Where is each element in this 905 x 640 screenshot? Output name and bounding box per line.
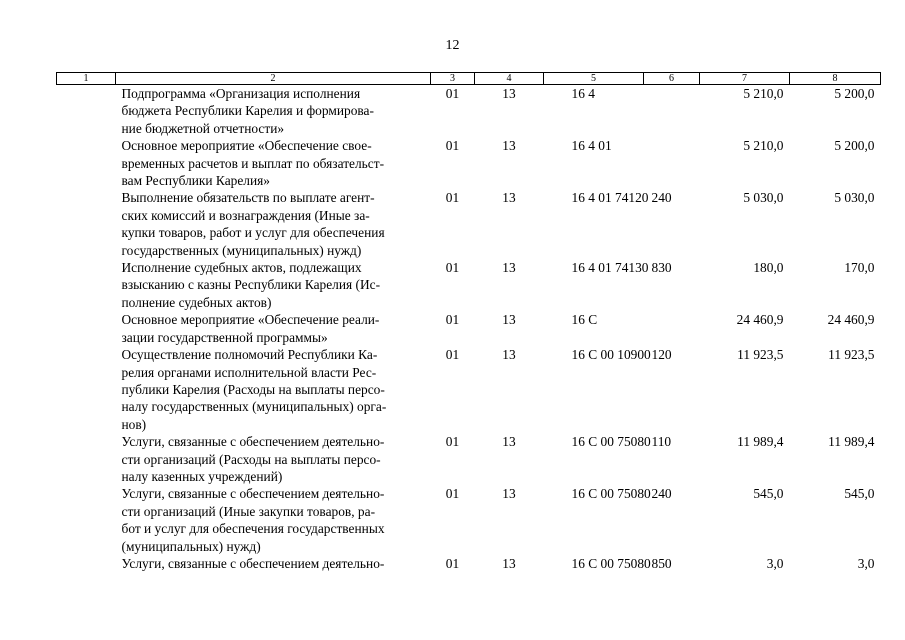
row-number-cell	[57, 555, 116, 572]
item-name-line: Основное мероприятие «Обеспечение реали-	[121, 312, 380, 328]
expense-type-cell: 240	[651, 190, 672, 206]
table-header	[57, 73, 881, 85]
expense-type-cell	[644, 85, 700, 138]
item-name-cell	[116, 485, 431, 555]
target-code-cell: 16 С	[571, 312, 598, 328]
amount-1-cell: 24 460,9	[736, 312, 784, 328]
expense-type-cell: 110	[651, 434, 672, 450]
item-name-line: взысканию с казны Республики Карелия (Ис-	[121, 277, 381, 293]
section-cell: 01	[445, 486, 460, 502]
amount-2-cell: 3,0	[857, 555, 875, 571]
item-name-line: ских комиссий и вознаграждения (Иные за-	[121, 207, 370, 223]
header-row	[57, 73, 881, 85]
item-name-cell	[116, 259, 431, 311]
item-name-line: Основное мероприятие «Обеспечение свое-	[121, 138, 372, 154]
budget-table	[56, 72, 881, 572]
item-name-line: купки товаров, работ и услуг для обеспечения	[121, 225, 385, 241]
target-code-cell: 16 С 00 75080	[571, 434, 651, 450]
subsection-cell: 13	[502, 434, 516, 450]
amount-2-cell: 170,0	[844, 260, 875, 276]
item-name-line: налу казенных учреждений)	[121, 468, 283, 484]
amount-1-cell: 5 210,0	[743, 138, 784, 154]
expense-type-cell: 120	[651, 347, 672, 363]
item-name-line: Услуги, связанные с обеспечением деятельно-	[121, 555, 385, 571]
table-row	[57, 259, 881, 311]
amount-2-cell: 545,0	[844, 486, 875, 502]
amount-2-cell: 5 200,0	[834, 86, 875, 101]
amount-1-cell: 11 923,5	[737, 347, 784, 363]
section-cell: 01	[445, 312, 460, 328]
amount-2-cell: 5 030,0	[834, 190, 875, 206]
table-row	[57, 433, 881, 485]
section-cell: 01	[445, 190, 460, 206]
item-name-line: зации государственной программы»	[121, 329, 328, 345]
item-name-line: полнение судебных актов)	[121, 294, 272, 310]
item-name-cell	[116, 555, 431, 572]
item-name-line: временных расчетов и выплат по обязательст-	[121, 155, 385, 171]
item-name-line: ние бюджетной отчетности»	[121, 120, 285, 136]
header-col-6: 6	[644, 73, 700, 85]
amount-1-cell: 5 030,0	[743, 190, 784, 206]
subsection-cell: 13	[502, 486, 516, 502]
table-body	[57, 85, 881, 573]
item-name-line: (муниципальных) нужд)	[121, 538, 261, 554]
item-name-cell	[116, 433, 431, 485]
amount-2-cell: 24 460,9	[827, 312, 875, 328]
target-code-cell: 16 4 01	[571, 138, 612, 154]
row-number-cell	[57, 346, 116, 433]
expense-type-cell	[644, 137, 700, 189]
table-row	[57, 555, 881, 572]
header-col-2: 2	[116, 73, 431, 85]
subsection-cell: 13	[502, 555, 516, 571]
item-name-line: Осуществление полномочий Республики Ка-	[121, 347, 378, 363]
table-row	[57, 485, 881, 555]
item-name-cell	[116, 311, 431, 346]
amount-1-cell: 11 989,4	[737, 434, 784, 450]
target-code-cell: 16 4 01 74120	[571, 190, 649, 206]
section-cell: 01	[445, 86, 460, 101]
header-col-8: 8	[790, 73, 881, 85]
section-cell: 01	[445, 347, 460, 363]
expense-type-cell: 850	[651, 555, 672, 571]
item-name-line: Услуги, связанные с обеспечением деятельно-	[121, 486, 385, 502]
expense-type-cell	[644, 311, 700, 346]
header-col-3: 3	[431, 73, 475, 85]
row-number-cell	[57, 259, 116, 311]
row-number-cell	[57, 85, 116, 138]
item-name-line: релия органами исполнительной власти Рес-	[121, 364, 377, 380]
header-col-7: 7	[700, 73, 790, 85]
expense-type-cell: 830	[651, 260, 672, 276]
item-name-line: публики Карелия (Расходы на выплаты персо-	[121, 381, 385, 397]
subsection-cell: 13	[502, 260, 516, 276]
item-name-cell	[116, 85, 431, 138]
item-name-line: сти организаций (Расходы на выплаты персо-	[121, 451, 381, 467]
amount-1-cell: 3,0	[766, 555, 784, 571]
table-row	[57, 137, 881, 189]
header-col-1: 1	[57, 73, 116, 85]
amount-2-cell: 11 989,4	[828, 434, 875, 450]
table-row	[57, 311, 881, 346]
item-name-line: Услуги, связанные с обеспечением деятельно-	[121, 434, 385, 450]
amount-1-cell: 5 210,0	[743, 86, 784, 101]
target-code-cell: 16 С 00 75080	[571, 555, 651, 571]
section-cell: 01	[445, 555, 460, 571]
section-cell: 01	[445, 138, 460, 154]
section-cell: 01	[445, 260, 460, 276]
header-col-5: 5	[544, 73, 644, 85]
item-name-line: нов)	[121, 416, 147, 432]
item-name-line: сти организаций (Иные закупки товаров, ра-	[121, 503, 376, 519]
row-number-cell	[57, 189, 116, 259]
subsection-cell: 13	[502, 347, 516, 363]
item-name-line: Исполнение судебных актов, подлежащих	[121, 260, 362, 276]
item-name-line: государственных (муниципальных) нужд)	[121, 242, 362, 258]
amount-1-cell: 545,0	[753, 486, 784, 502]
row-number-cell	[57, 433, 116, 485]
item-name-line: Выполнение обязательств по выплате агент-	[121, 190, 375, 206]
item-name-line: налу государственных (муниципальных) орга-	[121, 399, 387, 415]
table-row	[57, 189, 881, 259]
subsection-cell: 13	[502, 190, 516, 206]
amount-1-cell: 180,0	[753, 260, 784, 276]
expense-type-cell: 240	[651, 486, 672, 502]
row-number-cell	[57, 137, 116, 189]
amount-2-cell: 11 923,5	[828, 347, 875, 363]
subsection-cell: 13	[502, 312, 516, 328]
target-code-cell: 16 4 01 74130	[571, 260, 649, 276]
page-number: 12	[445, 38, 460, 53]
target-code-cell: 16 4	[571, 86, 595, 101]
row-number-cell	[57, 485, 116, 555]
row-number-cell	[57, 311, 116, 346]
item-name-line: вам Республики Карелия»	[121, 173, 270, 189]
amount-2-cell: 5 200,0	[834, 138, 875, 154]
item-name-cell	[116, 346, 431, 433]
item-name-cell	[116, 189, 431, 259]
section-cell: 01	[445, 434, 460, 450]
table-row	[57, 85, 881, 138]
target-code-cell: 16 С 00 10900	[571, 347, 651, 363]
item-name-line: бот и услуг для обеспечения государственных	[121, 521, 385, 537]
subsection-cell: 13	[502, 138, 516, 154]
item-name-line: бюджета Республики Карелия и формирова-	[121, 103, 374, 119]
item-name-line: Подпрограмма «Организация исполнения	[121, 86, 361, 101]
table-row	[57, 346, 881, 433]
item-name-cell	[116, 137, 431, 189]
target-code-cell: 16 С 00 75080	[571, 486, 651, 502]
subsection-cell: 13	[502, 86, 516, 101]
header-col-4: 4	[475, 73, 544, 85]
